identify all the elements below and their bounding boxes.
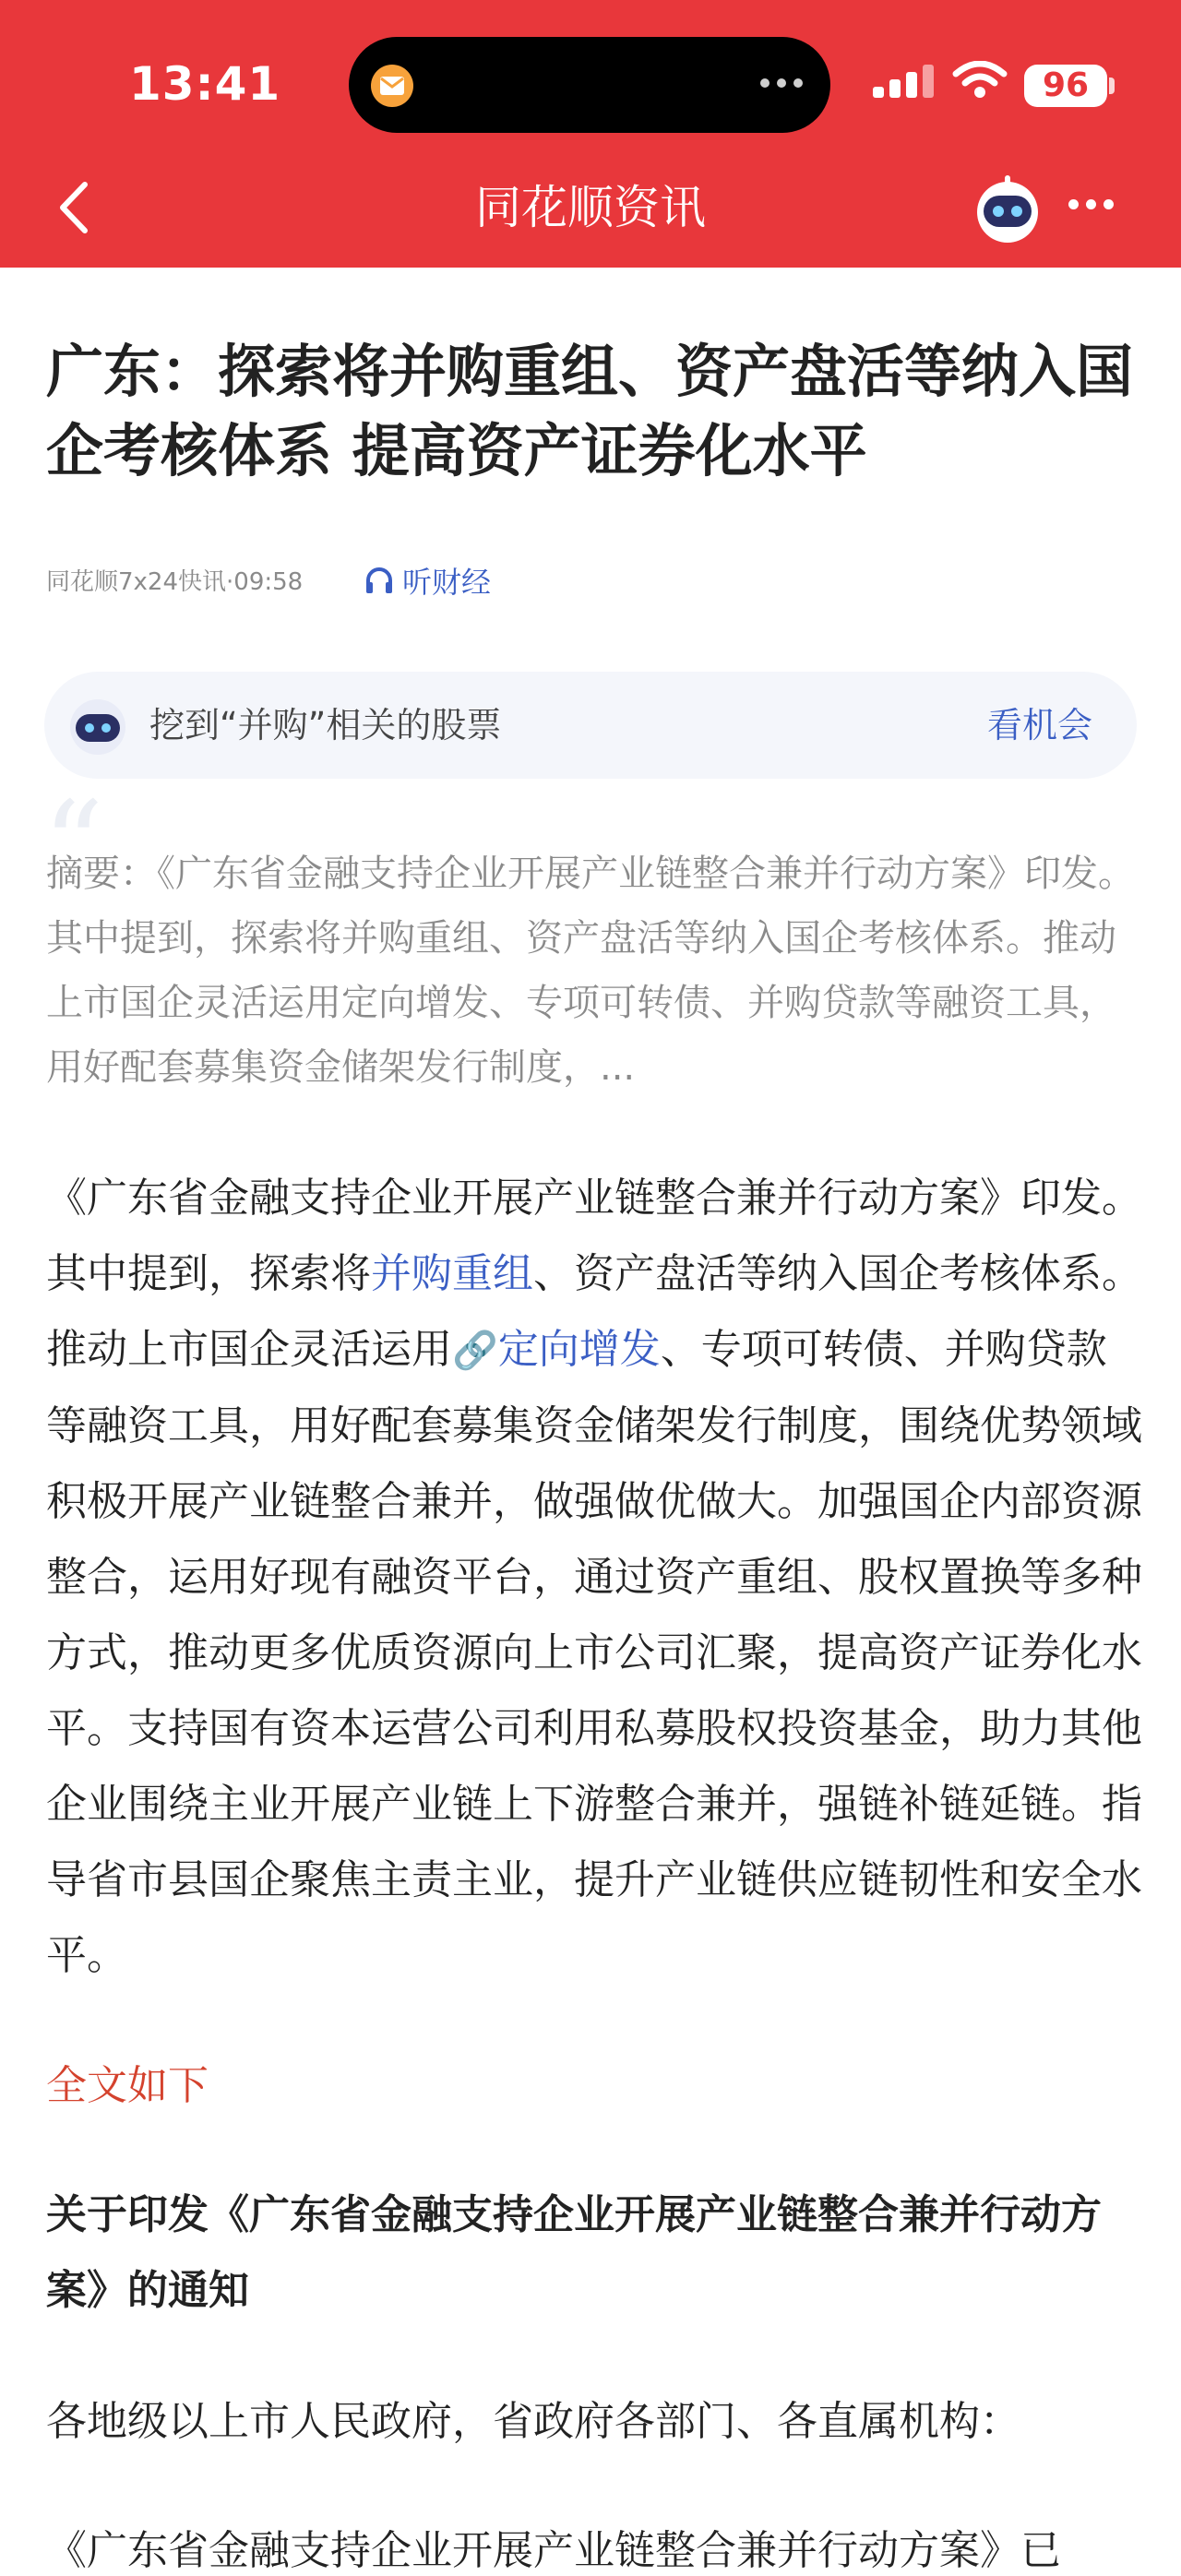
- article-title: 广东：探索将并购重组、资产盘活等纳入国企考核体系 提高资产证券化水平: [46, 338, 1134, 484]
- article-time: 09:58: [233, 568, 304, 596]
- battery-indicator: 96: [1024, 65, 1107, 107]
- link-icon: 🔗: [452, 1330, 498, 1372]
- app-header: [0, 0, 1181, 268]
- body-text-3: 、专项可转债、并购贷款等融资工具，用好配套募集资金储架发行制度，围绕优势领域积极开展产业链整合兼并，做强做优做大。加强国企内部资源整合，运用好现有融资平台，通过资产重组、股权置换等多种方式，推动更多优质资源向上市公司汇聚，提高资产证券化水平。支持国有资本运营公司利用私募股权投资基金，助力其他企业围绕主业开展产业链上下游整合兼并，强链补链延链。指导省市县国企聚焦主责主业，提升产业链供应链韧性和安全水平。: [46, 1326, 1142, 1979]
- dynamic-island[interactable]: [349, 37, 830, 133]
- listen-button[interactable]: [364, 559, 491, 602]
- related-stocks-card[interactable]: [44, 672, 1137, 779]
- status-time: 13:41: [129, 57, 281, 111]
- full-text-label: 全文如下: [46, 2062, 209, 2109]
- headphones-icon: [364, 565, 395, 596]
- robot-icon: [66, 694, 129, 757]
- body-continuation: 《广东省金融支持企业开展产业链整合兼并行动方案》已: [46, 2527, 1061, 2574]
- listen-label: 听财经: [402, 565, 492, 600]
- nav-title: 同花顺资讯: [475, 181, 706, 234]
- meta-separator: ·: [226, 568, 234, 596]
- battery-tip: [1109, 78, 1115, 94]
- more-options-icon[interactable]: [1068, 199, 1114, 209]
- article-body: [46, 1161, 1144, 1994]
- mail-app-icon: [371, 65, 413, 107]
- article-summary: 摘要：《广东省金融支持企业开展产业链整合兼并行动方案》印发。其中提到，探索将并购重组、资产盘活等纳入国企考核体系。推动上市国企灵活运用定向增发、专项可转债、并购贷款等融资工具，用好配套募集资金储架发行制度，...: [46, 853, 1135, 1089]
- body-text-2: 、资产盘活等纳入国企考核体系。推动上市国企灵活运用: [46, 1250, 1142, 1373]
- wifi-icon: [952, 61, 1008, 103]
- addressee-line: 各地级以上市人民政府，省政府各部门、各直属机构：: [46, 2398, 1020, 2445]
- merger-restructuring-link[interactable]: 并购重组: [371, 1250, 533, 1297]
- article-source: 同花顺7x24快讯: [46, 568, 227, 596]
- robot-assistant-icon[interactable]: [971, 172, 1044, 245]
- notice-title: 关于印发《广东省金融支持企业开展产业链整合兼并行动方案》的通知: [46, 2191, 1102, 2314]
- view-opportunity-link[interactable]: 看机会: [986, 705, 1092, 745]
- body-text-1: 《广东省金融支持企业开展产业链整合兼并行动方案》印发。其中提到，探索将: [46, 1175, 1142, 1297]
- quote-mark-icon: “: [42, 775, 104, 915]
- more-dots-icon: [760, 78, 803, 88]
- signal-icon: [873, 65, 939, 107]
- article-meta: [46, 563, 303, 597]
- private-placement-link[interactable]: 定向增发: [497, 1326, 661, 1373]
- related-stocks-text: 挖到“并购”相关的股票: [149, 705, 502, 745]
